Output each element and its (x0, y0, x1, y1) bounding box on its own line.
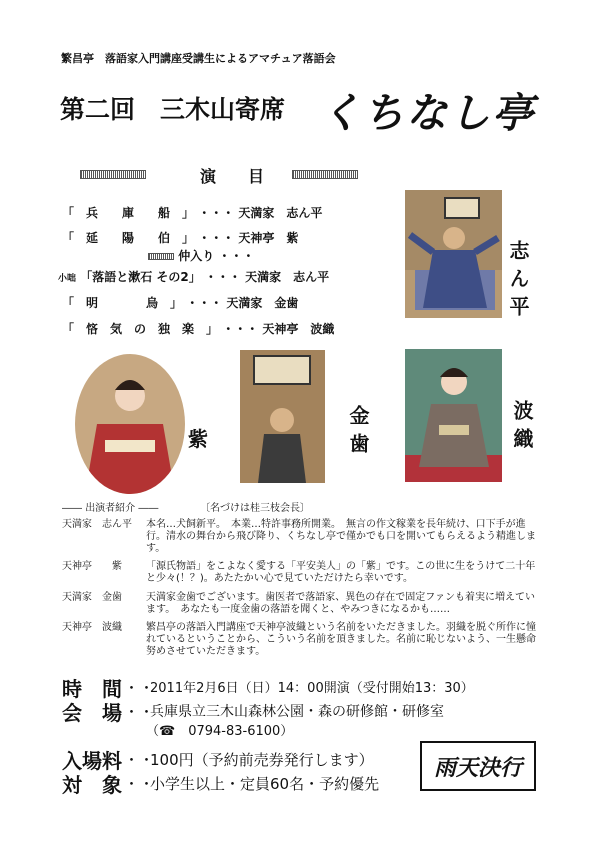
intermission-stripe (148, 253, 174, 260)
intro-name: 天満家 金歯 (62, 592, 122, 603)
program-dots: ・・・ (198, 206, 235, 220)
performer-name-shinpei: 志ん平 (506, 240, 530, 324)
fee-label: 入場料 (62, 749, 122, 773)
program-title: 「 悋 気 の 独 楽 」 (62, 322, 219, 336)
program-dots: ・・・ (222, 322, 259, 336)
heading-stripe-right (292, 170, 358, 179)
intro-heading: ―― 出演者紹介 ―― (62, 503, 159, 514)
program-item (62, 204, 322, 218)
intro-text: 天満家金歯でございます。歯医者で落語家、異色の存在で固定ファンも着実に増えています。 あなたも一度金歯の落語を聞くと、やみつきになるかも…… (146, 592, 535, 615)
performer-photo-shinpei (405, 190, 502, 318)
program-performer: 天満家 志ん平 (238, 206, 323, 220)
venue-value: 兵庫県立三木山森林公園・森の研修館・研修室 (150, 704, 444, 720)
program-dots: ・・・ (218, 249, 255, 263)
program-title: 仲入り (178, 249, 215, 263)
fee-value: 100円（予約前売券発行します） (150, 751, 374, 769)
separator-dots: ・・ (124, 751, 155, 769)
intro-text: 「源氏物語」をこよなく愛する「平安美人」の「紫」です。この世に生をうけて二十年と少々(！？)。あたたかい心で見ていただけたら幸いです。 (146, 561, 536, 584)
program-dots: ・・・ (204, 270, 241, 284)
program-title: 「 延 陽 伯 」 (62, 231, 195, 245)
separator-dots: ・・ (124, 775, 155, 793)
program-dots: ・・・ (186, 296, 223, 310)
intro-heading-text: 出演者紹介 (85, 503, 136, 514)
venue-tel: （☎ 0794-83-6100） (146, 724, 294, 739)
program-item (62, 294, 298, 308)
program-item (62, 320, 334, 334)
program-item (58, 268, 329, 282)
target-value: 小学生以上・定員60名・予約優先 (150, 775, 380, 793)
program-performer: 天神亭 波織 (262, 322, 335, 336)
program-performer: 天満家 志ん平 (245, 270, 330, 284)
intro-name: 天満家 志ん平 (62, 519, 132, 530)
separator-dots: ・・ (124, 703, 155, 721)
intro-note: 〔名づけは桂三枝会長〕 (200, 503, 310, 514)
rain-or-shine-text: 雨天決行 (433, 755, 522, 781)
heading-stripe-left (80, 170, 146, 179)
rain-or-shine-box (420, 741, 536, 791)
venue-label: 会 場 (62, 701, 122, 725)
program-title: 「 兵 庫 船 」 (62, 206, 195, 220)
program-performer: 天満家 金歯 (226, 296, 299, 310)
intro-text: 本名…犬飼新平。 本業…特許事務所開業。 無言の作文稼業を長年続け、口下手が進行。清水の舞台から飛び降り、くちなし亭で僅かでも口を開いてもらえるよう精進します。 (146, 519, 536, 554)
intro-text: 繁昌亭の落語入門講座で天神亭波織という名前をいただきました。羽織を脱ぐ所作に憧れているということから、こういう名前を頂きました。名前に恥じないよう、一生懸命努めさせていただきます。 (146, 622, 536, 657)
program-item-intermission (148, 247, 254, 261)
program-item (62, 229, 298, 243)
time-value: 2011年2月6日（日）14：00開演（受付開始13：30） (150, 681, 474, 696)
intro-name: 天神亭 紫 (62, 561, 122, 572)
event-name-large: くちなし亭 (320, 89, 535, 137)
program-heading: 演 目 (200, 167, 265, 186)
performer-photo-haori (405, 349, 502, 482)
performer-photo-murasaki (75, 354, 185, 494)
performer-name-kinba: 金歯 (346, 405, 370, 461)
event-title: 第二回 三木山寄席 (60, 95, 286, 124)
program-title: 「 明 烏 」 (62, 296, 183, 310)
program-title: 「落語と漱石 その2」 (80, 270, 201, 284)
target-label: 対 象 (62, 773, 122, 797)
intro-name: 天神亭 波織 (62, 622, 122, 633)
performer-name-haori: 波織 (510, 400, 534, 456)
time-label: 時 間 (62, 677, 122, 701)
separator-dots: ・・ (124, 679, 155, 697)
performer-name-murasaki: 紫 (188, 427, 208, 451)
subtitle: 繁昌亭 落語家入門講座受講生によるアマチュア落語会 (61, 52, 336, 65)
program-prefix: 小咄 (58, 274, 77, 284)
program-dots: ・・・ (198, 231, 235, 245)
performer-photo-kinba (240, 350, 325, 483)
program-performer: 天神亭 紫 (238, 231, 299, 245)
